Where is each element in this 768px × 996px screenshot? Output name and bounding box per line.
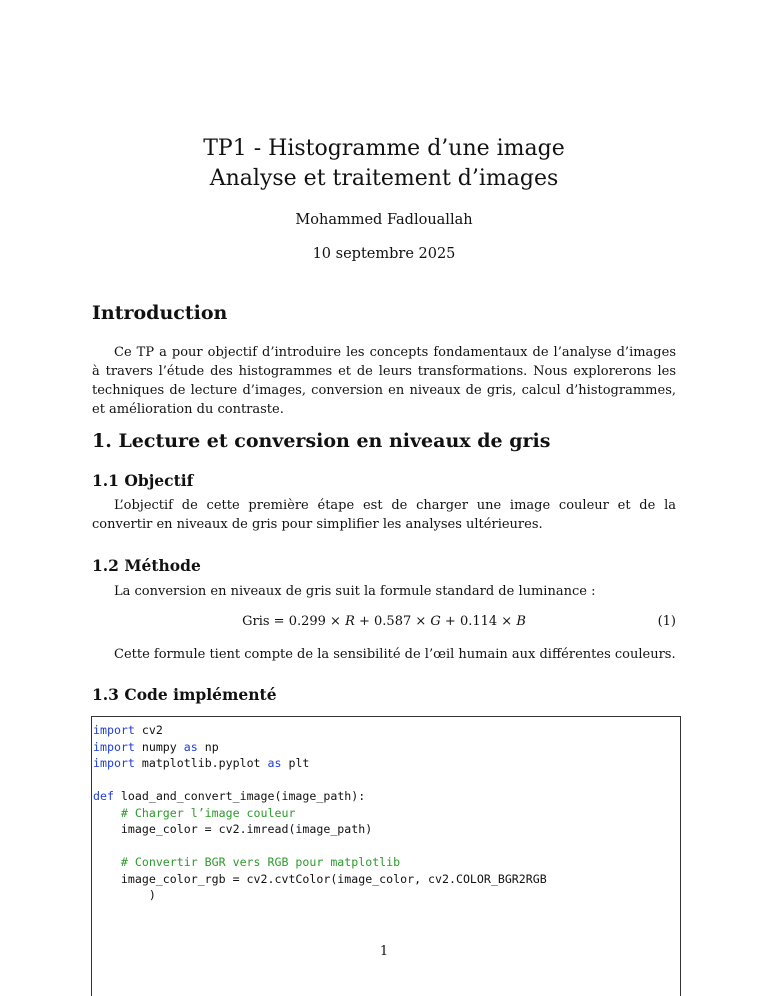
code-comment: # Charger l’image couleur: [93, 805, 296, 820]
introduction-heading: Introduction: [92, 302, 228, 324]
methode-paragraph: La conversion en niveaux de gris suit la formule standard de luminance :: [114, 584, 596, 599]
page-number: 1: [379, 944, 389, 959]
date: 10 septembre 2025: [312, 246, 456, 262]
code-keyword: import: [93, 723, 135, 737]
introduction-paragraph: Ce TP a pour objectif d’introduire les concepts fondamentaux de l’analyse d’images à travers l’étude des histogrammes et de leurs transformations. Nous explorerons les techniques de lecture d’images, conversion en niveaux de gris, calcul d’histogrammes, et amélioration du contraste.: [92, 345, 676, 417]
objectif-paragraph: L’objectif de cette première étape est de charger une image couleur et de la convertir en niveaux de gris pour simplifier les analyses ultérieures.: [92, 498, 676, 532]
equation-var-r: R: [345, 614, 355, 629]
code-keyword: as: [183, 739, 198, 754]
subsection-1-2-heading: 1.2 Méthode: [92, 556, 201, 575]
code-text: ): [93, 888, 156, 902]
code-text: plt: [281, 756, 310, 770]
title-line-1: TP1 - Histogramme d’une image: [203, 136, 565, 161]
code-text: matplotlib.pyplot: [134, 756, 268, 770]
luminance-equation: [92, 614, 676, 634]
title-line-2: Analyse et traitement d’images: [209, 166, 559, 191]
equation-mid-2: + 0.114 ×: [440, 614, 517, 629]
code-keyword: def: [93, 789, 114, 803]
code-text: np: [197, 739, 219, 754]
subsection-1-3-heading: 1.3 Code implémenté: [92, 685, 277, 704]
code-keyword: as: [267, 756, 282, 770]
equation-var-g: G: [430, 614, 441, 629]
code-text: image_color = cv2.imread(image_path): [93, 822, 373, 836]
methode-after-paragraph: Cette formule tient compte de la sensibilité de l’œil humain aux différentes couleurs.: [114, 647, 676, 662]
equation-var-b: B: [516, 614, 526, 629]
code-text: numpy: [134, 739, 184, 754]
code-text: image_color_rgb = cv2.cvtColor(image_color, cv2.COLOR_BGR2RGB: [93, 871, 547, 886]
code-text: cv2: [134, 723, 163, 737]
code-keyword: import: [93, 756, 135, 770]
author: Mohammed Fadlouallah: [295, 212, 473, 228]
code-comment: # Convertir BGR vers RGB pour matplotlib: [93, 855, 401, 869]
subsection-1-1-heading: 1.1 Objectif: [92, 471, 194, 490]
equation-number: (1): [657, 614, 676, 629]
equation-mid-1: + 0.587 ×: [354, 614, 431, 629]
section-1-heading: 1. Lecture et conversion en niveaux de gris: [92, 430, 551, 452]
code-text: load_and_convert_image(image_path):: [113, 789, 366, 803]
equation-lhs: Gris = 0.299 ×: [242, 614, 346, 629]
equation-body: [92, 614, 676, 629]
code-keyword: import: [93, 739, 135, 754]
document-title: [0, 134, 768, 194]
